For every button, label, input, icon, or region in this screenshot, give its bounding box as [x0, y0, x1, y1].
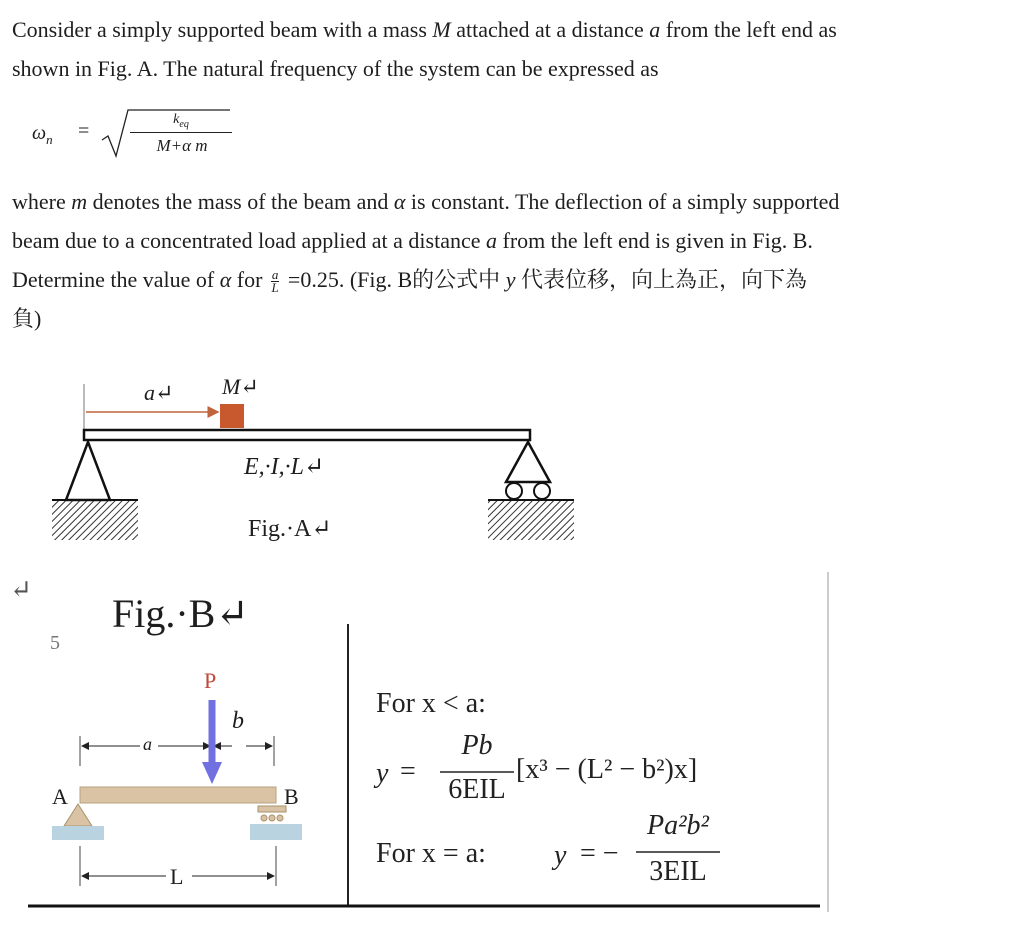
pin-support: [66, 442, 110, 500]
text-run: Determine the value of: [12, 267, 220, 292]
roller-wheel-b: [261, 815, 267, 821]
text-run: where: [12, 189, 72, 214]
figure-b: [52, 700, 302, 886]
var-alpha: α: [219, 267, 232, 292]
var-y: y: [505, 267, 516, 292]
formula-1-numerator: Pb: [461, 730, 493, 761]
roller-wheel-b: [269, 815, 275, 821]
formula-1-condition: For x < a:: [376, 688, 486, 719]
roller-plate-b: [258, 806, 286, 812]
fig-b-label-B: B: [284, 784, 299, 809]
fig-b-label-a: a: [143, 734, 152, 754]
formula-2-condition: For x = a:: [376, 838, 486, 869]
fig-a-label-a: a↵: [144, 380, 174, 405]
var-a: a: [486, 228, 498, 253]
text-run: for: [231, 267, 268, 292]
text-run: from the left end as: [660, 17, 837, 42]
eq-omega-sub: n: [46, 132, 53, 147]
roller-wheel: [506, 483, 522, 499]
paragraph-return-mark: ↵: [10, 575, 32, 604]
fig-b-label-P: P: [204, 668, 217, 693]
eq-denominator: M+α m: [156, 136, 208, 155]
line-number: 5: [50, 632, 60, 654]
mass-block: [220, 404, 244, 428]
eq-k-sub: eq: [179, 118, 189, 130]
formula-1-equals: =: [400, 756, 416, 787]
formula-1-bracket: [x³ − (L² − b²)x]: [516, 754, 698, 785]
text-run: Consider a simply supported beam with a mass: [12, 17, 433, 42]
formula-2-y: y: [554, 840, 567, 871]
eq-k: k: [173, 112, 180, 127]
ratio-denominator: L: [271, 280, 279, 296]
beam-a: [84, 430, 530, 440]
fig-a-label-M: M↵: [222, 374, 259, 399]
roller-wheel: [534, 483, 550, 499]
fig-b-label-A: A: [52, 784, 68, 809]
formula-1-denominator: 6EIL: [448, 774, 506, 805]
fig-b-label-b: b: [232, 708, 244, 734]
var-M: M: [432, 17, 451, 42]
load-arrow-head: [202, 762, 222, 784]
text-run: beam due to a concentrated load applied at a distance: [12, 228, 487, 253]
eq-equals: =: [78, 120, 90, 142]
ground-b-left: [52, 826, 104, 840]
roller-support: [506, 442, 550, 482]
text-run: from the left end is given in Fig. B.: [497, 228, 813, 253]
ground-hatch-left: [52, 500, 138, 540]
formula-2-numerator: Pa²b²: [647, 810, 709, 841]
text-run: 代表位移，向上為正，向下為: [515, 267, 807, 292]
ratio-numerator: a: [271, 267, 279, 283]
text-run: is constant. The deflection of a simply supported: [405, 189, 840, 214]
fig-b-caption: Fig.·B↵: [112, 591, 249, 636]
fig-a-label-EIL: E,·I,·L↵: [244, 454, 325, 480]
text-run: 負): [12, 306, 42, 331]
fig-b-label-L: L: [170, 864, 184, 889]
ground-b-right: [250, 824, 302, 840]
formula-2-equals: = −: [580, 838, 619, 869]
text-run: shown in Fig. A. The natural frequency of the system can be expressed as: [12, 56, 659, 81]
eq-omega-symbol: ω: [32, 122, 47, 144]
roller-wheel-b: [277, 815, 283, 821]
fig-a-caption: Fig.·A↵: [248, 516, 332, 542]
formula-2-denominator: 3EIL: [649, 856, 707, 887]
text-run: =0.25. (Fig. B的公式中: [282, 267, 506, 292]
var-m: m: [71, 189, 88, 214]
text-run: denotes the mass of the beam and: [87, 189, 394, 214]
var-alpha: α: [393, 189, 406, 214]
pin-support-b: [64, 804, 92, 826]
text-run: attached at a distance: [450, 17, 650, 42]
ground-hatch-right: [488, 500, 574, 540]
formula-1-y: y: [376, 758, 389, 789]
beam-b: [80, 787, 276, 803]
var-a: a: [649, 17, 661, 42]
